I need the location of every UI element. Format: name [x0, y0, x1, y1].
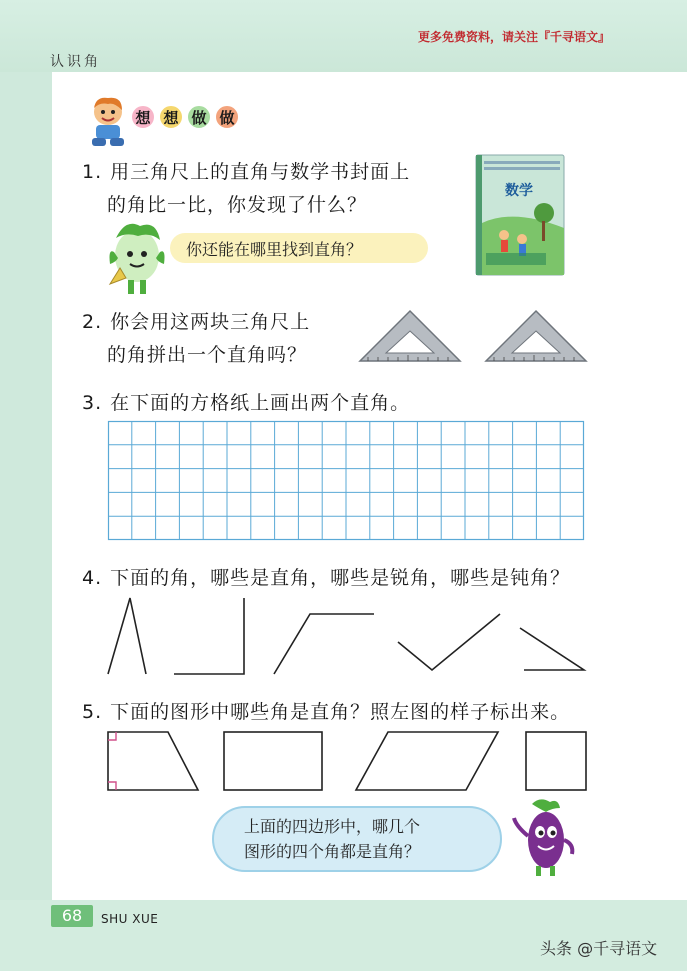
- question-1-number: 1.: [82, 161, 103, 183]
- question-3-line-1: 在下面的方格纸上画出两个直角。: [110, 392, 411, 414]
- trapezoid-shape: [108, 732, 198, 790]
- badge-char-4: 做: [214, 104, 240, 130]
- question-3-number: 3.: [82, 392, 103, 414]
- question-4: [82, 562, 570, 595]
- acute-angle-narrow: [108, 598, 146, 674]
- watermark-text: 头条 @千寻语文: [540, 939, 658, 958]
- question-5-number: 5.: [82, 701, 103, 723]
- hint-bubble-2-line-2: 图形的四个角都是直角？: [244, 842, 421, 861]
- question-4-line-1: 下面的角，哪些是直角，哪些是锐角，哪些是钝角？: [110, 567, 571, 589]
- question-4-number: 4.: [82, 567, 103, 589]
- question-2-number: 2.: [82, 311, 103, 333]
- badge-char-2: 想: [158, 104, 184, 130]
- angles-row: [104, 594, 590, 678]
- set-square-left: [358, 309, 462, 363]
- subject-label: SHU XUE: [101, 912, 159, 926]
- question-1: [82, 156, 410, 222]
- math-book-cover: [474, 153, 566, 277]
- cabbage-character-illustration: [106, 218, 168, 296]
- right-angle-mark-bottom: [108, 782, 116, 790]
- chapter-title: 认识角: [50, 54, 101, 70]
- right-angle-shape: [174, 598, 244, 674]
- grid-paper: [108, 421, 584, 540]
- rectangle-shape: [224, 732, 322, 790]
- question-5: [82, 696, 570, 729]
- question-5-line-1: 下面的图形中哪些角是直角？照左图的样子标出来。: [110, 701, 571, 723]
- hint-bubble-1: [170, 233, 428, 263]
- shapes-row: [104, 728, 590, 794]
- page-number: 68: [51, 905, 93, 927]
- set-square-right: [484, 309, 588, 363]
- badge-char-1: 想: [130, 104, 156, 130]
- question-1-line-1: 用三角尺上的直角与数学书封面上: [110, 161, 411, 183]
- question-2: [82, 306, 310, 372]
- question-2-line-1: 你会用这两块三角尺上: [110, 311, 311, 333]
- right-angle-mark-top: [108, 732, 116, 740]
- question-2-line-2: 的角拼出一个直角吗？: [107, 344, 308, 366]
- parallelogram-shape: [356, 732, 498, 790]
- obtuse-angle-shape: [274, 614, 374, 674]
- boy-illustration: [84, 96, 132, 148]
- question-1-line-2: 的角比一比，你发现了什么？: [107, 194, 368, 216]
- book-title: 数学: [505, 183, 533, 199]
- obtuse-angle-v: [398, 614, 500, 670]
- hint-bubble-2-line-1: 上面的四边形中，哪几个: [244, 817, 421, 836]
- promo-text: 更多免费资料，请关注『千寻语文』: [418, 30, 611, 44]
- acute-angle-wide: [520, 628, 584, 670]
- hint-bubble-1-text: 你还能在哪里找到直角？: [186, 239, 363, 259]
- square-shape: [526, 732, 586, 790]
- badge-char-3: 做: [186, 104, 212, 130]
- hint-bubble-2: [212, 806, 502, 872]
- section-badge: [130, 104, 240, 134]
- eggplant-character-illustration: [512, 796, 578, 878]
- question-3: [82, 387, 410, 420]
